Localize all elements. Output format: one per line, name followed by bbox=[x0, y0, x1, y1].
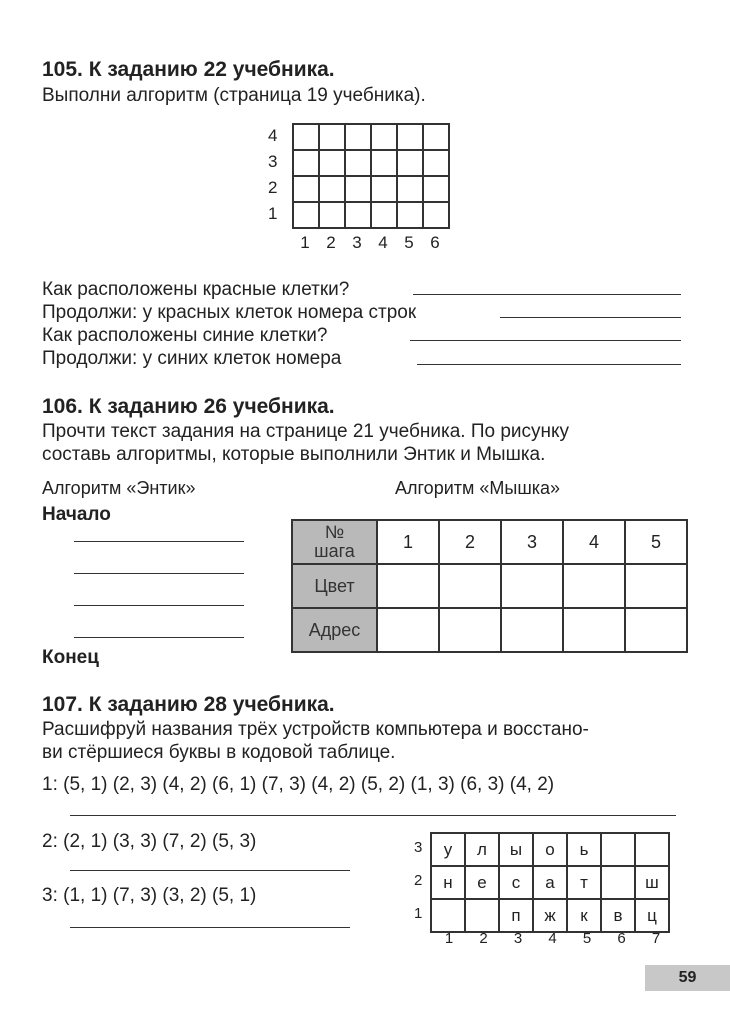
grid-cell[interactable] bbox=[423, 150, 449, 176]
grid-cell[interactable] bbox=[397, 202, 423, 228]
algorithm-end: Конец bbox=[42, 647, 99, 668]
grid-cell[interactable] bbox=[345, 202, 371, 228]
answer-line[interactable] bbox=[410, 340, 681, 341]
code-col-label: 6 bbox=[617, 930, 626, 947]
code-cell[interactable] bbox=[635, 833, 669, 866]
code-cell[interactable]: ж bbox=[533, 899, 567, 932]
grid-cell[interactable] bbox=[293, 202, 319, 228]
step-col-header: 5 bbox=[625, 520, 687, 564]
code-row-label: 3 bbox=[414, 839, 423, 856]
grid-cell[interactable] bbox=[293, 150, 319, 176]
code-cell[interactable]: в bbox=[601, 899, 635, 932]
code-sequence-2: 2: (2, 1) (3, 3) (7, 2) (5, 3) bbox=[42, 831, 257, 852]
grid-cell[interactable] bbox=[293, 176, 319, 202]
grid-cell[interactable] bbox=[319, 176, 345, 202]
color-cell[interactable] bbox=[501, 564, 563, 608]
grid-cell[interactable] bbox=[319, 150, 345, 176]
answer-line[interactable] bbox=[70, 927, 350, 928]
step-number-header bbox=[292, 520, 377, 564]
algorithm-step-line[interactable] bbox=[74, 605, 244, 606]
task106-text-line1: Прочти текст задания на странице 21 учебника. По рисунку bbox=[42, 421, 570, 442]
color-cell[interactable] bbox=[377, 564, 439, 608]
code-cell[interactable]: п bbox=[499, 899, 533, 932]
grid-col-label: 6 bbox=[430, 233, 440, 252]
grid-col-label: 5 bbox=[404, 233, 414, 252]
grid-row-label: 3 bbox=[268, 152, 278, 171]
answer-line[interactable] bbox=[417, 364, 681, 365]
grid-cell[interactable] bbox=[371, 202, 397, 228]
code-cell[interactable]: а bbox=[533, 866, 567, 899]
code-sequence-3: 3: (1, 1) (7, 3) (3, 2) (5, 1) bbox=[42, 885, 257, 906]
code-row-label: 1 bbox=[414, 905, 423, 922]
answer-line[interactable] bbox=[70, 815, 676, 816]
code-cell[interactable]: т bbox=[567, 866, 601, 899]
step-col-header: 2 bbox=[439, 520, 501, 564]
address-cell[interactable] bbox=[625, 608, 687, 652]
algorithm-step-line[interactable] bbox=[74, 637, 244, 638]
grid-cell[interactable] bbox=[397, 124, 423, 150]
question-blue-numbers: Продолжи: у синих клеток номера bbox=[42, 348, 342, 369]
code-col-label: 7 bbox=[651, 930, 661, 947]
algorithm-start: Начало bbox=[42, 504, 111, 525]
task107-text-line2: ви стёршиеся буквы в кодовой таблице. bbox=[42, 742, 396, 763]
color-cell[interactable] bbox=[563, 564, 625, 608]
step-col-header: 3 bbox=[501, 520, 563, 564]
grid-col-label: 2 bbox=[326, 233, 336, 252]
question-red-rows: Продолжи: у красных клеток номера строк bbox=[42, 302, 417, 323]
code-col-label: 4 bbox=[548, 930, 557, 947]
grid-cell[interactable] bbox=[345, 124, 371, 150]
code-table bbox=[430, 832, 670, 933]
header-no: № bbox=[324, 522, 345, 542]
question-blue-position: Как расположены синие клетки? bbox=[42, 325, 328, 346]
grid-cell[interactable] bbox=[319, 202, 345, 228]
address-cell[interactable] bbox=[439, 608, 501, 652]
grid-cell[interactable] bbox=[371, 124, 397, 150]
page-number: 59 bbox=[645, 965, 730, 991]
grid-col-label: 4 bbox=[378, 233, 388, 252]
code-col-label: 5 bbox=[582, 930, 592, 947]
color-cell[interactable] bbox=[439, 564, 501, 608]
code-cell[interactable]: е bbox=[465, 866, 499, 899]
code-cell[interactable]: ш bbox=[635, 866, 669, 899]
grid-cell[interactable] bbox=[397, 150, 423, 176]
code-sequence-1: 1: (5, 1) (2, 3) (4, 2) (6, 1) (7, 3) (4, 2) (5, 2) (1, 3) (6, 3) (4, 2) bbox=[42, 774, 555, 795]
answer-line[interactable] bbox=[500, 317, 681, 318]
grid-cell[interactable] bbox=[423, 202, 449, 228]
address-cell[interactable] bbox=[501, 608, 563, 652]
step-col-header: 4 bbox=[563, 520, 625, 564]
code-col-label: 3 bbox=[513, 930, 523, 947]
task105-heading: 105. К заданию 22 учебника. bbox=[42, 58, 335, 81]
step-col-header: 1 bbox=[377, 520, 439, 564]
algorithm-step-line[interactable] bbox=[74, 573, 244, 574]
address-row-header: Адрес bbox=[292, 608, 377, 652]
code-cell[interactable]: о bbox=[533, 833, 567, 866]
code-cell[interactable] bbox=[431, 899, 465, 932]
grid-cell[interactable] bbox=[423, 124, 449, 150]
algorithm-step-line[interactable] bbox=[74, 541, 244, 542]
task107-heading: 107. К заданию 28 учебника. bbox=[42, 693, 335, 716]
code-cell[interactable] bbox=[465, 899, 499, 932]
grid-col-label: 3 bbox=[352, 233, 362, 252]
question-red-position: Как расположены красные клетки? bbox=[42, 279, 350, 300]
grid-cell[interactable] bbox=[345, 176, 371, 202]
header-step: шага bbox=[314, 541, 355, 561]
grid-cell[interactable] bbox=[319, 124, 345, 150]
answer-line[interactable] bbox=[70, 870, 350, 871]
algorithm-entik-label: Алгоритм «Энтик» bbox=[42, 478, 196, 498]
answer-line[interactable] bbox=[413, 294, 681, 295]
code-row-label: 2 bbox=[414, 872, 423, 889]
grid-row-label: 2 bbox=[268, 178, 278, 197]
code-cell[interactable]: с bbox=[499, 866, 533, 899]
code-cell[interactable]: ц bbox=[635, 899, 669, 932]
code-cell[interactable]: у bbox=[431, 833, 465, 866]
grid-row-label: 4 bbox=[268, 126, 278, 145]
myshka-algorithm-table bbox=[291, 519, 688, 653]
grid-cell[interactable] bbox=[345, 150, 371, 176]
task105-grid bbox=[292, 123, 450, 229]
grid-col-label: 1 bbox=[300, 233, 310, 252]
algorithm-myshka-label: Алгоритм «Мышка» bbox=[395, 478, 561, 498]
grid-cell[interactable] bbox=[423, 176, 449, 202]
code-cell[interactable] bbox=[601, 866, 635, 899]
code-cell[interactable]: ь bbox=[567, 833, 601, 866]
address-cell[interactable] bbox=[563, 608, 625, 652]
code-cell[interactable]: к bbox=[567, 899, 601, 932]
task105-instruction: Выполни алгоритм (страница 19 учебника). bbox=[42, 85, 426, 106]
code-col-label: 2 bbox=[479, 930, 488, 947]
code-cell[interactable]: н bbox=[431, 866, 465, 899]
address-cell[interactable] bbox=[377, 608, 439, 652]
color-row-header: Цвет bbox=[292, 564, 377, 608]
code-cell[interactable]: л bbox=[465, 833, 499, 866]
grid-cell[interactable] bbox=[371, 150, 397, 176]
grid-row-label: 1 bbox=[268, 204, 278, 223]
task106-text-line2: составь алгоритмы, которые выполнили Энтик и Мышка. bbox=[42, 444, 546, 465]
grid-cell[interactable] bbox=[371, 176, 397, 202]
task107-text-line1: Расшифруй названия трёх устройств компьютера и восстано- bbox=[42, 719, 589, 740]
task106-heading: 106. К заданию 26 учебника. bbox=[42, 395, 335, 418]
code-cell[interactable] bbox=[601, 833, 635, 866]
grid-cell[interactable] bbox=[293, 124, 319, 150]
color-cell[interactable] bbox=[625, 564, 687, 608]
grid-cell[interactable] bbox=[397, 176, 423, 202]
code-cell[interactable]: ы bbox=[499, 833, 533, 866]
code-col-label: 1 bbox=[444, 930, 454, 947]
